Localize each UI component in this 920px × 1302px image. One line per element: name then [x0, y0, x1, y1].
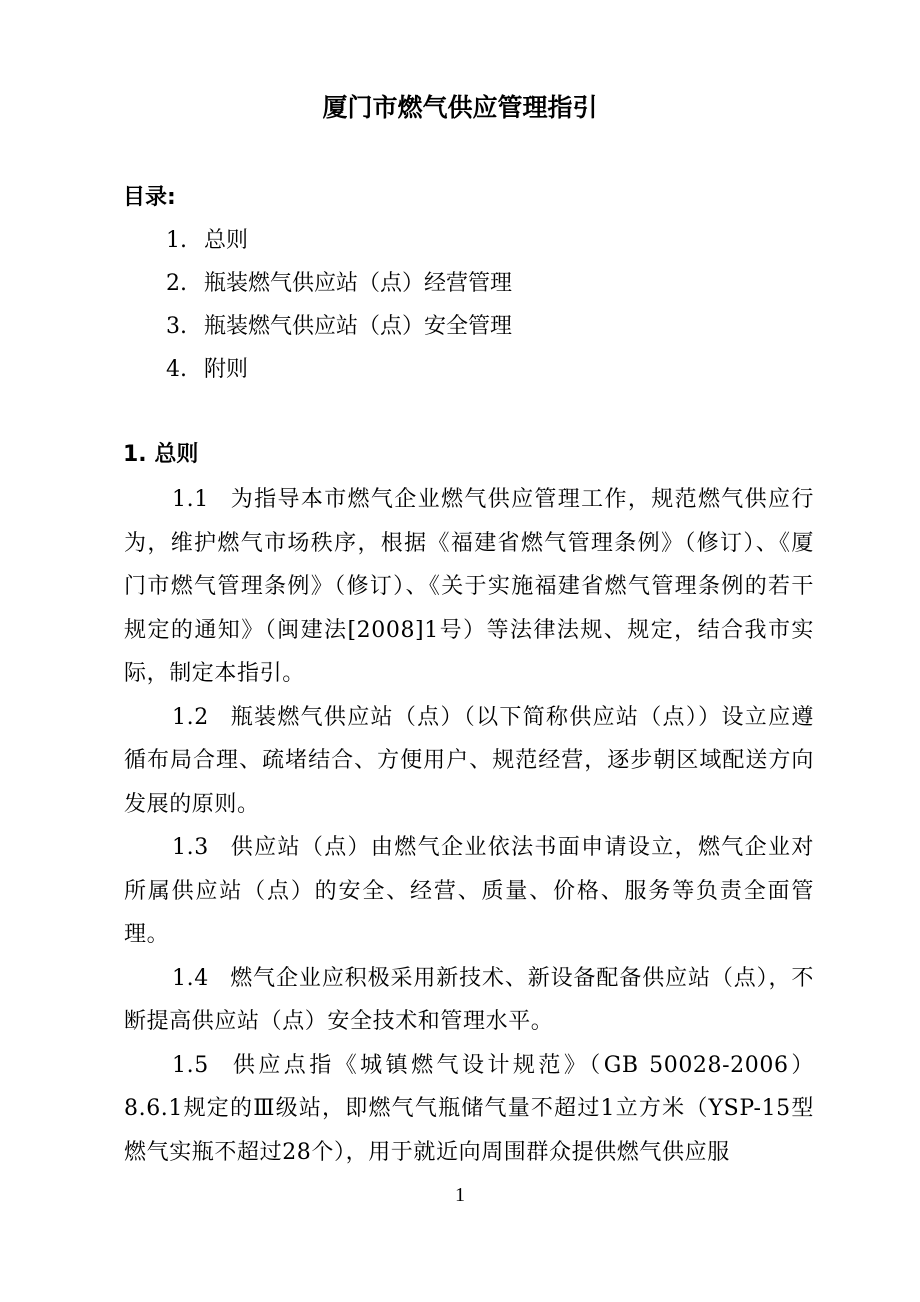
- paragraph-number: 1.3: [172, 835, 209, 860]
- paragraph-text: 供应点指《城镇燃气设计规范》（GB 50028-2006）8.6.1规定的Ⅲ级站，即燃气气瓶储气量不超过1立方米（YSP-15型燃气实瓶不超过28个），用于就近向周围群众提供燃气供应服: [124, 1052, 814, 1165]
- paragraph: [124, 478, 814, 696]
- toc-item: [166, 348, 512, 391]
- paragraph-text: 燃气企业应积极采用新技术、新设备配备供应站（点），不断提高供应站（点）安全技术和管理水平。: [124, 965, 814, 1034]
- toc-item-text: 附则: [204, 357, 249, 382]
- toc-item-text: 总则: [204, 228, 249, 253]
- toc-item: [166, 305, 512, 348]
- section-heading: 1. 总则: [123, 442, 199, 467]
- paragraph-number: 1.2: [172, 704, 209, 730]
- paragraph-text: 瓶装燃气供应站（点）（以下简称供应站（点））设立应遵循布局合理、疏堵结合、方便用户、规范经营，逐步朝区域配送方向发展的原则。: [124, 704, 814, 817]
- toc-item: [166, 219, 512, 262]
- paragraph-number: 1.5: [172, 1052, 209, 1078]
- toc-item-number: 4.: [166, 357, 187, 382]
- table-of-contents: [166, 219, 512, 391]
- toc-item-number: 3.: [166, 314, 187, 339]
- paragraph-number: 1.4: [172, 965, 209, 991]
- toc-item: [166, 262, 512, 305]
- toc-heading: 目录:: [123, 185, 176, 210]
- section-body: [124, 478, 814, 1174]
- toc-item-text: 瓶装燃气供应站（点）安全管理: [204, 314, 513, 339]
- paragraph: [124, 826, 814, 957]
- paragraph: [124, 1044, 814, 1175]
- paragraph-text: 为指导本市燃气企业燃气供应管理工作，规范燃气供应行为，维护燃气市场秩序，根据《福建省燃气管理条例》（修订）、《厦门市燃气管理条例》（修订）、《关于实施福建省燃气管理条例的若干规定的通知》（闽建法[2008]1号）等法律法规、规定，结合我市实际，制定本指引。: [124, 487, 814, 686]
- document-title: 厦门市燃气供应管理指引: [322, 93, 598, 122]
- paragraph-text: 供应站（点）由燃气企业依法书面申请设立，燃气企业对所属供应站（点）的安全、经营、质量、价格、服务等负责全面管理。: [124, 835, 814, 947]
- paragraph: [124, 696, 814, 827]
- page-number: 1: [455, 1184, 465, 1206]
- toc-item-number: 1.: [166, 228, 187, 253]
- toc-item-text: 瓶装燃气供应站（点）经营管理: [204, 271, 513, 296]
- toc-item-number: 2.: [166, 271, 187, 296]
- paragraph: [124, 957, 814, 1044]
- paragraph-number: 1.1: [172, 487, 209, 512]
